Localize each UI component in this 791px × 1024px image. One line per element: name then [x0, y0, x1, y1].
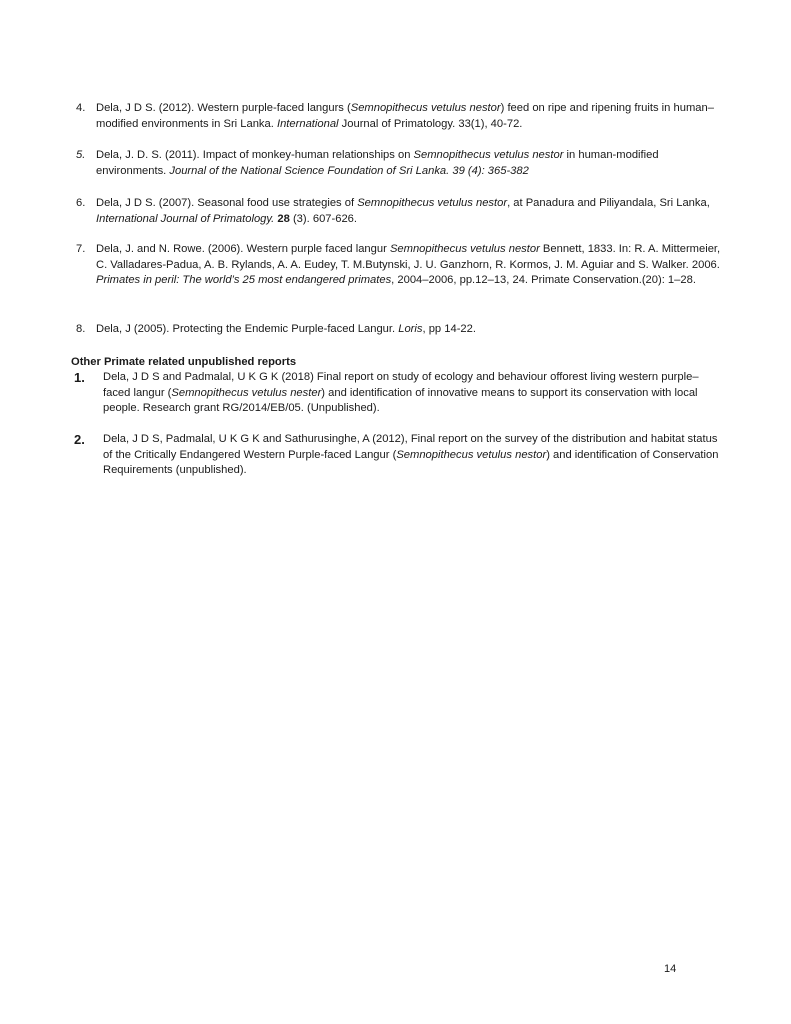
- text-segment: Semnopithecus vetulus nestor: [396, 448, 547, 461]
- text-segment: , 2004–2006, pp.12–13, 24. Primate Conservation.(20): 1–28.: [391, 274, 696, 286]
- text-segment: Primates in peril: The world’s 25 most endangered primates: [96, 274, 392, 286]
- text-segment: Dela, J D S and Padmalal, U K G K (2018) Final report on study of ecology and behaviour offorest living western purple–faced langur (: [103, 371, 699, 399]
- section-heading: Other Primate related unpublished reports: [71, 356, 297, 368]
- text-segment: , at Panadura and Piliyandala, Sri Lanka,: [507, 197, 710, 209]
- item-text: [96, 196, 726, 227]
- text-segment: Semnopithecus vetulus nester: [171, 386, 322, 399]
- text-segment: Semnopithecus vetulus nestor: [413, 149, 564, 161]
- page-number: 14: [664, 963, 677, 975]
- item-number: 2.: [74, 432, 85, 447]
- item-text: [103, 432, 724, 479]
- text-segment: Dela, J. and N. Rowe. (2006). Western purple faced langur: [96, 243, 390, 255]
- publication-item: [76, 242, 726, 289]
- text-segment: International: [276, 117, 342, 130]
- item-number: 5.: [76, 149, 86, 161]
- text-segment: (3). 607-626.: [289, 212, 358, 225]
- text-segment: Dela, J (2005). Protecting the Endemic Purple-faced Langur.: [96, 323, 399, 335]
- publication-item: [76, 101, 726, 132]
- text-segment: Dela, J. D. S. (2011). Impact of monkey-human relationships on: [96, 149, 414, 161]
- text-segment: Dela, J D S. (2012). Western purple-faced langurs (: [96, 102, 351, 114]
- text-segment: 28: [277, 212, 290, 225]
- item-text: [103, 370, 724, 417]
- report-item: [74, 432, 724, 479]
- text-segment: in human-modified environments.: [96, 149, 659, 177]
- text-segment: International Journal of Primatology.: [96, 212, 275, 225]
- text-segment: Journal of the National Science Foundation of Sri Lanka. 39 (4): 365-382: [169, 164, 529, 177]
- text-segment: ) feed on ripe and ripening fruits in human–modified environments in Sri Lanka.: [96, 102, 714, 130]
- publication-item: [76, 148, 726, 179]
- text-segment: Semnopithecus vetulus nestor: [357, 197, 508, 209]
- item-text: [96, 242, 726, 289]
- item-number: 7.: [76, 243, 86, 255]
- item-number: 6.: [76, 197, 86, 209]
- item-number: 4.: [76, 102, 86, 114]
- item-number: 1.: [74, 370, 85, 385]
- text-segment: Bennett, 1833. In: R. A. Mittermeier, C. Valladares-Padua, A. B. Rylands, A. A. Eudey, T. M.Butynski, J. U. Ganzhorn, R. Kormos, J. M. Aguiar and S. Walker. 2006.: [96, 243, 721, 271]
- publication-item: [76, 322, 726, 338]
- text-segment: Dela, J D S, Padmalal, U K G K and Sathurusinghe, A (2012), Final report on the survey of the distribution and habitat status of the Critically Endangered Western Purple-faced Langur (: [103, 433, 718, 461]
- text-segment: , pp 14-22.: [422, 323, 476, 335]
- publication-item: [76, 196, 726, 227]
- text-segment: ) and identification of innovative means to support its conservation with local people. Research grant RG/2014/EB/05. (Unpublished).: [103, 386, 698, 414]
- item-number: 8.: [76, 323, 86, 335]
- text-segment: Dela, J D S. (2007). Seasonal food use strategies of: [96, 197, 358, 209]
- item-text: [96, 148, 726, 179]
- text-segment: Semnopithecus vetulus nestor: [389, 243, 540, 255]
- item-text: [96, 322, 726, 338]
- text-segment: Semnopithecus vetulus nestor: [350, 102, 501, 114]
- text-segment: Loris: [398, 323, 423, 335]
- text-segment: ) and identification of Conservation Requirements (unpublished).: [103, 448, 719, 476]
- item-text: [96, 101, 726, 132]
- report-item: [74, 370, 724, 417]
- text-segment: Journal of Primatology. 33(1), 40-72.: [341, 117, 523, 130]
